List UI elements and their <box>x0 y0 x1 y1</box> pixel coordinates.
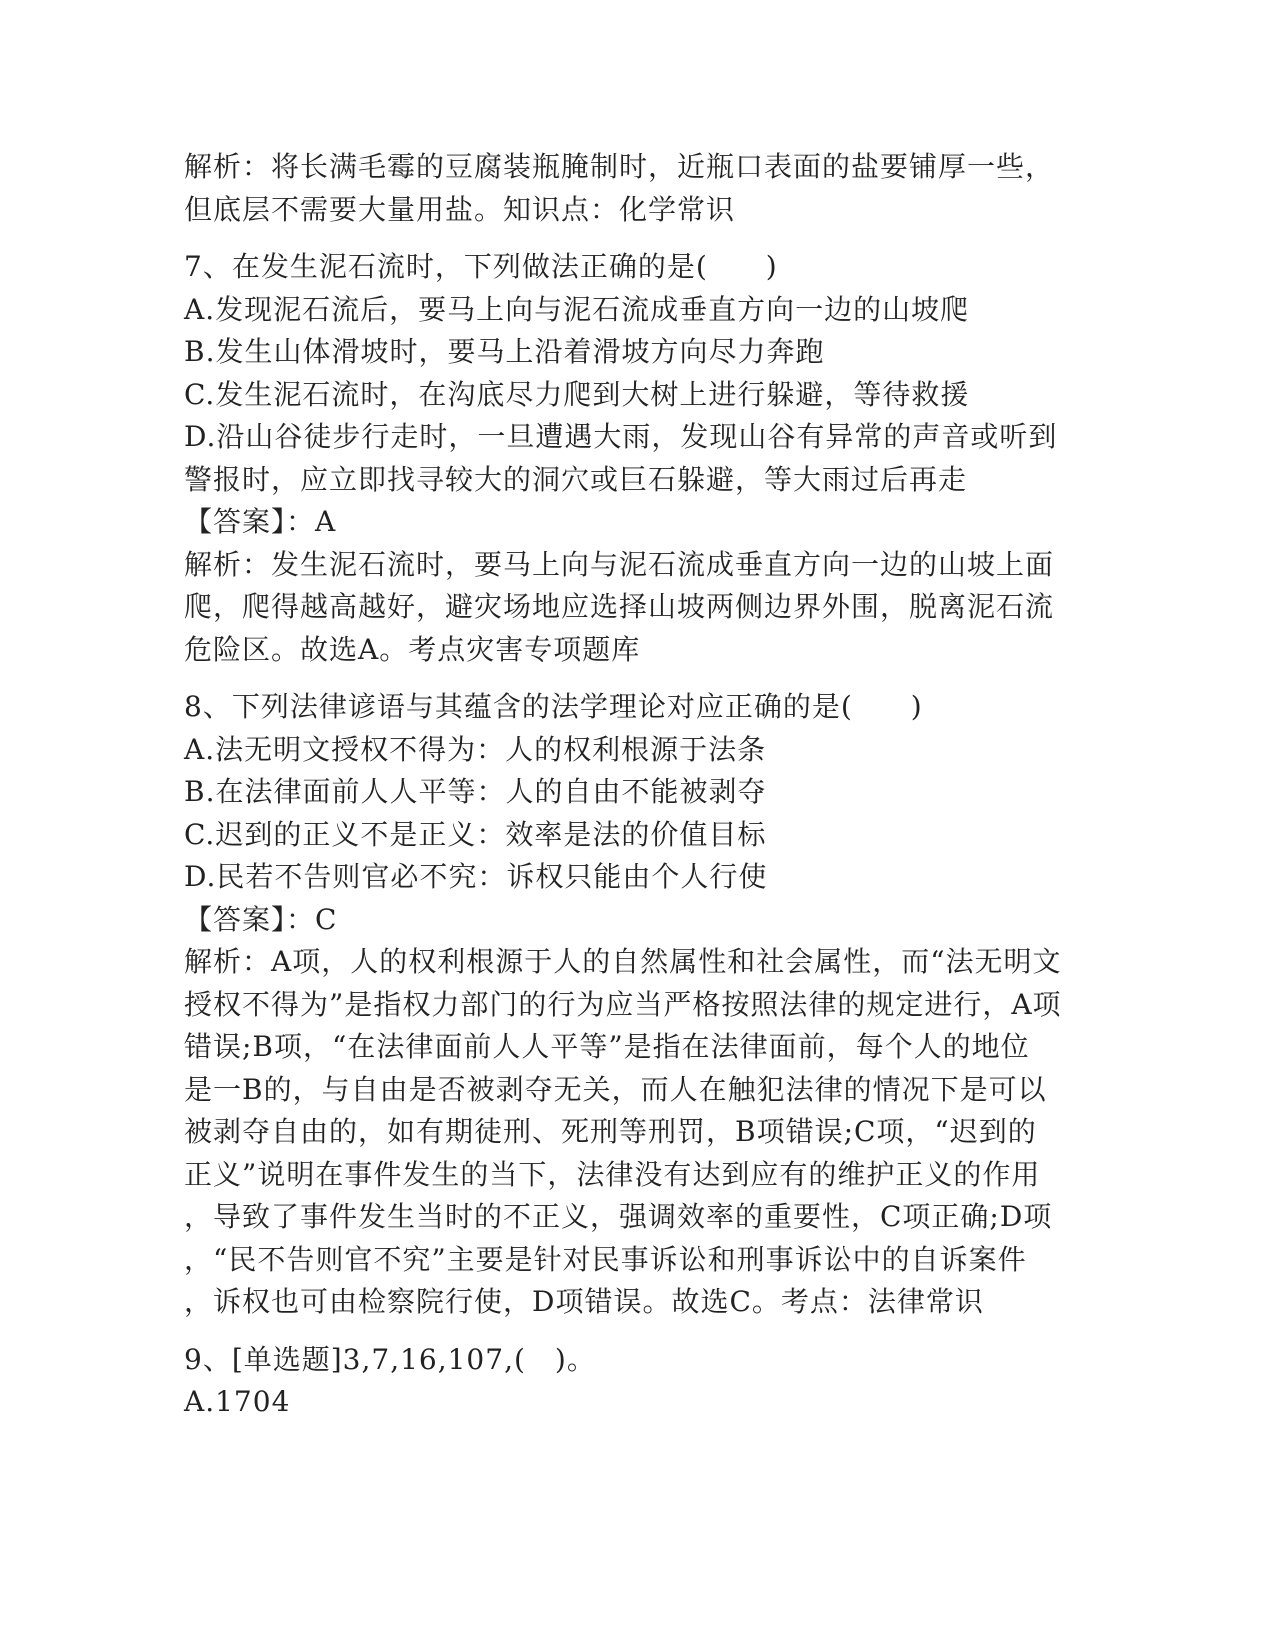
option-a: A.法无明文授权不得为：人的权利根源于法条 <box>184 732 767 766</box>
explanation-line: ，“民不告则官不究”主要是针对民事诉讼和刑事诉讼中的自诉案件 <box>184 1242 1027 1276</box>
option-a: A.1704 <box>184 1385 291 1418</box>
document-page <box>184 146 1084 1424</box>
option-d: D.沿山谷徒步行走时，一旦遭遇大雨，发现山谷有异常的声音或听到 <box>184 420 1058 453</box>
explanation-line: 授权不得为”是指权力部门的行为应当严格按照法律的规定进行，A项 <box>184 987 1062 1021</box>
option-d: D.民若不告则官必不究：诉权只能由个人行使 <box>184 860 768 893</box>
option-c: C.迟到的正义不是正义：效率是法的价值目标 <box>184 817 767 851</box>
explanation-line: 被剥夺自由的，如有期徒刑、死刑等刑罚，B项错误;C项，“迟到的 <box>184 1115 1037 1148</box>
answer: 【答案】：A <box>184 505 337 538</box>
option-b: B.在法律面前人人平等：人的自由不能被剥夺 <box>184 775 767 808</box>
question-text: 8、下列法律谚语与其蕴含的法学理论对应正确的是( ) <box>184 690 923 723</box>
explanation-line: 但底层不需要大量用盐。知识点：化学常识 <box>184 192 736 226</box>
explanation-line: 危险区。故选A。考点灾害专项题库 <box>184 632 641 666</box>
option-d-continued: 警报时，应立即找寻较大的洞穴或巨石躲避，等大雨过后再走 <box>184 462 968 496</box>
question-9 <box>184 1339 1084 1424</box>
option-c: C.发生泥石流时，在沟底尽力爬到大树上进行躲避，等待救援 <box>184 377 970 411</box>
question-text: 7、在发生泥石流时，下列做法正确的是( ) <box>184 250 778 283</box>
question-7 <box>184 246 1084 671</box>
explanation-line: 错误;B项，“在法律面前人人平等”是指在法律面前，每个人的地位 <box>184 1030 1030 1063</box>
explanation-line: 是一B的，与自由是否被剥夺无关，而人在触犯法律的情况下是可以 <box>184 1072 1047 1106</box>
question-text: 9、[单选题]3,7,16,107,( )。 <box>184 1342 596 1376</box>
explanation-line: 解析：A项，人的权利根源于人的自然属性和社会属性，而“法无明文 <box>184 945 1062 978</box>
explanation-line: 解析：将长满毛霉的豆腐装瓶腌制时，近瓶口表面的盐要铺厚一些， <box>184 150 1055 183</box>
explanation-line: ，导致了事件发生当时的不正义，强调效率的重要性，C项正确;D项 <box>184 1200 1053 1233</box>
answer: 【答案】：C <box>184 902 338 936</box>
option-a: A.发现泥石流后，要马上向与泥石流成垂直方向一边的山坡爬 <box>184 292 970 326</box>
option-b: B.发生山体滑坡时，要马上沿着滑坡方向尽力奔跑 <box>184 335 825 368</box>
explanation-line: 解析：发生泥石流时，要马上向与泥石流成垂直方向一边的山坡上面 <box>184 547 1055 581</box>
explanation-line: 正义”说明在事件发生的当下，法律没有达到应有的维护正义的作用 <box>184 1157 1041 1191</box>
explanation-line: ，诉权也可由检察院行使，D项错误。故选C。考点：法律常识 <box>184 1285 984 1318</box>
question-8 <box>184 686 1084 1324</box>
explanation-line: 爬，爬得越高越好，避灾场地应选择山坡两侧边界外围，脱离泥石流 <box>184 590 1055 623</box>
previous-explanation <box>184 146 1084 231</box>
